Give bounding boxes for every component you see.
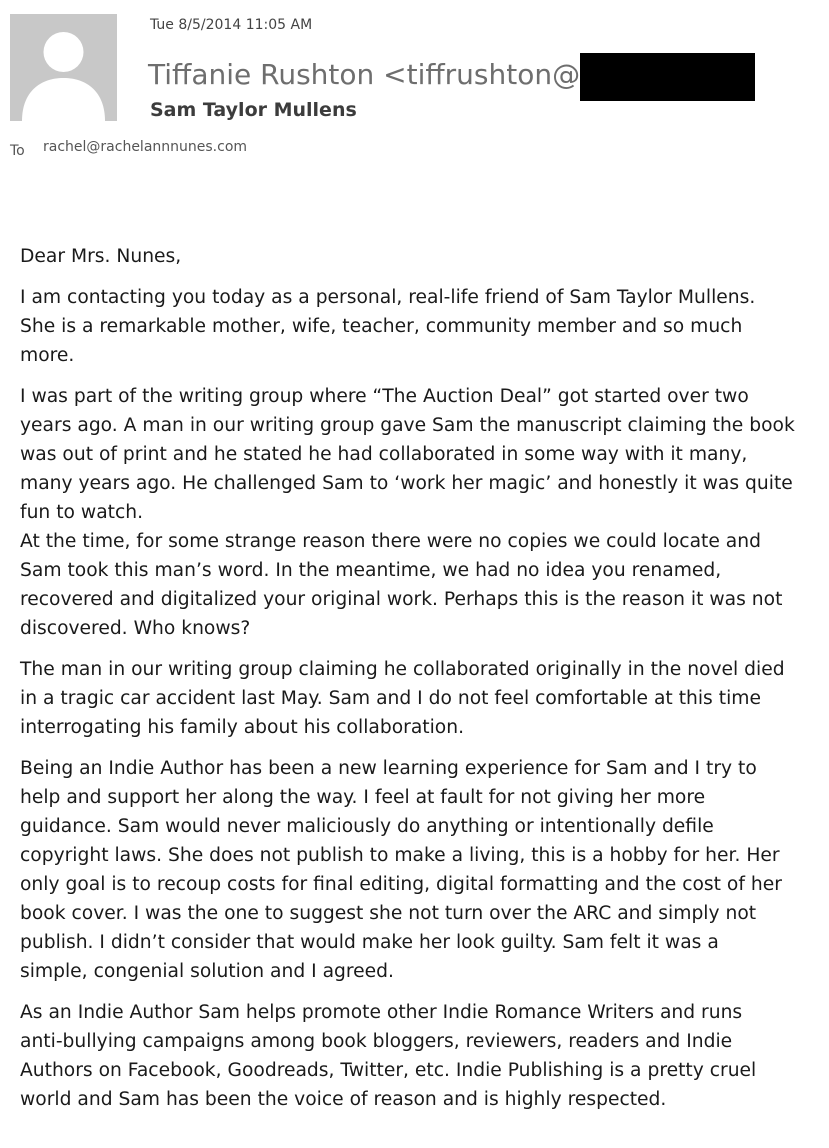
redaction-block <box>580 53 755 101</box>
body-paragraph-3: The man in our writing group claiming he collaborated originally in the novel died in a tragic car accident last May. Sam and I do not feel comfortable at this time interrogating his family about his collaboration. <box>20 659 785 738</box>
recipient-row <box>10 139 248 159</box>
sender-avatar[interactable] <box>10 14 117 121</box>
recipient-address[interactable]: rachel@rachelannnunes.com <box>43 139 248 155</box>
sender-line[interactable] <box>148 50 755 98</box>
email-body <box>20 242 826 1126</box>
email-header <box>0 0 829 170</box>
sent-date: Tue 8/5/2014 11:05 AM <box>150 17 313 33</box>
greeting: Dear Mrs. Nunes, <box>20 246 182 267</box>
body-paragraph-2: I was part of the writing group where “The Auction Deal” got started over two years ago. A man in our writing group gave Sam the manuscript claiming the book was out of print and he stated he had collaborated in some way with it many, many years ago. He challenged Sam to ‘work her magic’ and honestly it was quite fun to watch. At the time, for some strange reason there were no copies we could locate and Sam took this man’s word. In the meantime, we had no idea you renamed, recovered and digitalized your original work. Perhaps this is the reason it was not discovered. Who knows? <box>20 386 795 639</box>
to-label: To <box>10 143 25 159</box>
subject-name: Sam Taylor Mullens <box>150 99 357 121</box>
body-paragraph-5: As an Indie Author Sam helps promote other Indie Romance Writers and runs anti-bullying campaigns among book bloggers, reviewers, readers and Indie Authors on Facebook, Goodreads, Twitter, etc. Indie Publishing is a pretty cruel world and Sam has been the voice of reason and is highly respected. <box>20 1002 757 1110</box>
body-paragraph-4: Being an Indie Author has been a new learning experience for Sam and I try to help and support her along the way. I feel at fault for not giving her more guidance. Sam would never maliciously do anything or intentionally defile copyright laws. She does not publish to make a living, this is a hobby for her. Her only goal is to recoup costs for final editing, digital formatting and the cost of her book cover. I was the one to suggest she not turn over the ARC and simply not publish. I didn’t consider that would make her look guilty. Sam felt it was a simple, congenial solution and I agreed. <box>20 758 782 982</box>
body-paragraph-1: I am contacting you today as a personal, real-life friend of Sam Taylor Mullens. She is a remarkable mother, wife, teacher, community member and so much more. <box>20 287 756 366</box>
person-silhouette-icon <box>10 14 117 121</box>
sender-address: Tiffanie Rushton <tiffrushton@ <box>148 57 581 91</box>
